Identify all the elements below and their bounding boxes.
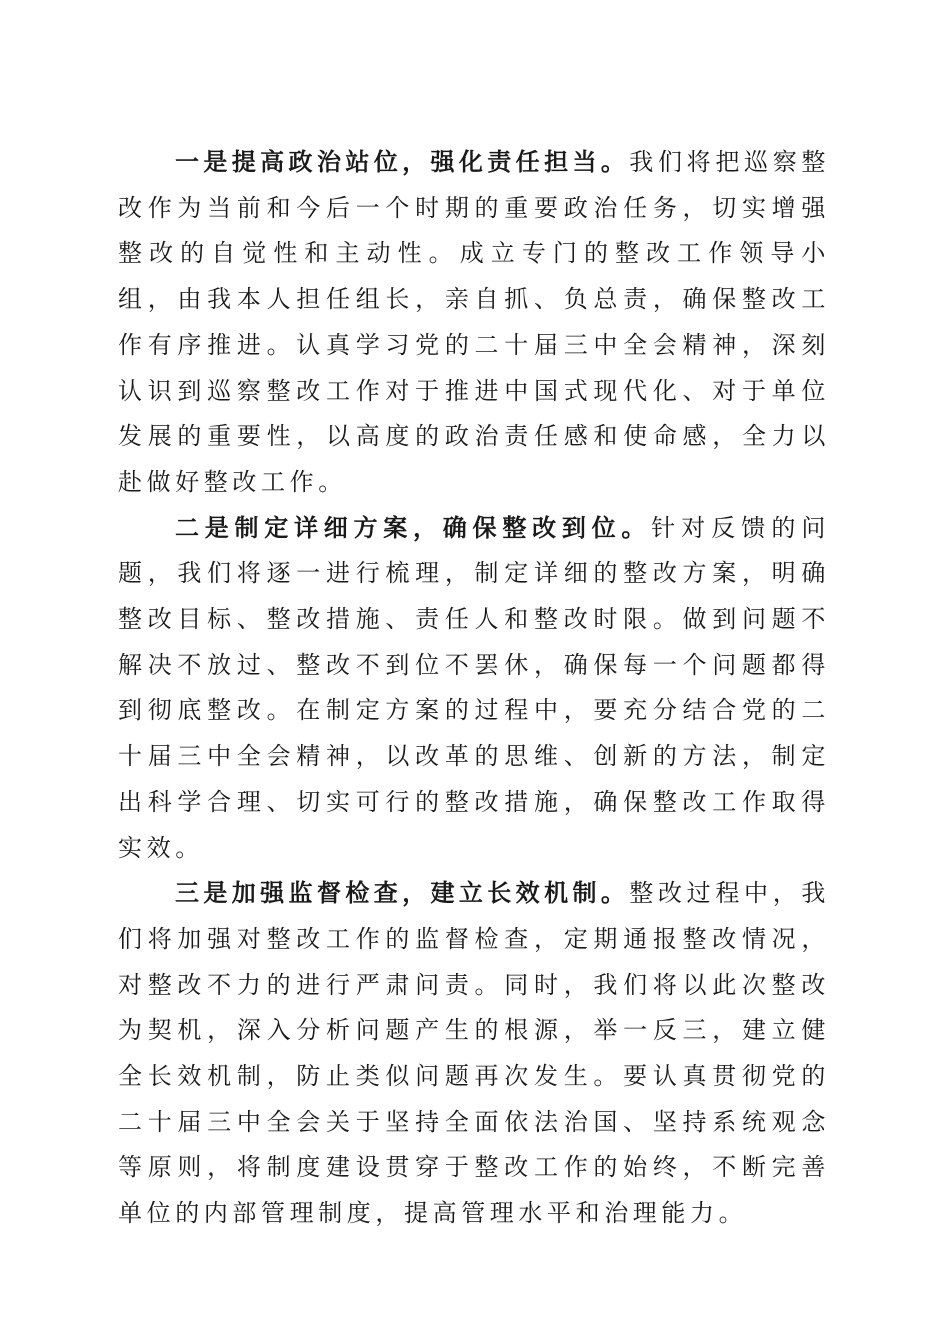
- paragraph-2-lead: 二是制定详细方案，确保整改到位。: [175, 513, 652, 542]
- paragraph-2: [118, 506, 830, 872]
- paragraph-3: [118, 871, 830, 1237]
- paragraph-1-body: 我们将把巡察整改作为当前和今后一个时期的重要政治任务，切实增强整改的自觉性和主动性。成立专门的整改工作领导小组，由我本人担任组长，亲自抓、负总责，确保整改工作有序推进。认真学习党的二十届三中全会精神，深刻认识到巡察整改工作对于推进中国式现代化、对于单位发展的重要性，以高度的政治责任感和使命感，全力以赴做好整改工作。: [118, 148, 830, 496]
- paragraph-1: [118, 140, 830, 506]
- paragraph-3-body: 整改过程中，我们将加强对整改工作的监督检查，定期通报整改情况，对整改不力的进行严肃问责。同时，我们将以此次整改为契机，深入分析问题产生的根源，举一反三，建立健全长效机制，防止类似问题再次发生。要认真贯彻党的二十届三中全会关于坚持全面依法治国、坚持系统观念等原则，将制度建设贯穿于整改工作的始终，不断完善单位的内部管理制度，提高管理水平和治理能力。: [118, 879, 830, 1228]
- paragraph-2-body: 针对反馈的问题，我们将逐一进行梳理，制定详细的整改方案，明确整改目标、整改措施、责任人和整改时限。做到问题不解决不放过、整改不到位不罢休，确保每一个问题都得到彻底整改。在制定方案的过程中，要充分结合党的二十届三中全会精神，以改革的思维、创新的方法，制定出科学合理、切实可行的整改措施，确保整改工作取得实效。: [118, 513, 830, 862]
- document-body: [118, 140, 830, 1237]
- paragraph-1-lead: 一是提高政治站位，强化责任担当。: [175, 148, 630, 176]
- paragraph-3-lead: 三是加强监督检查，建立长效机制。: [175, 879, 630, 908]
